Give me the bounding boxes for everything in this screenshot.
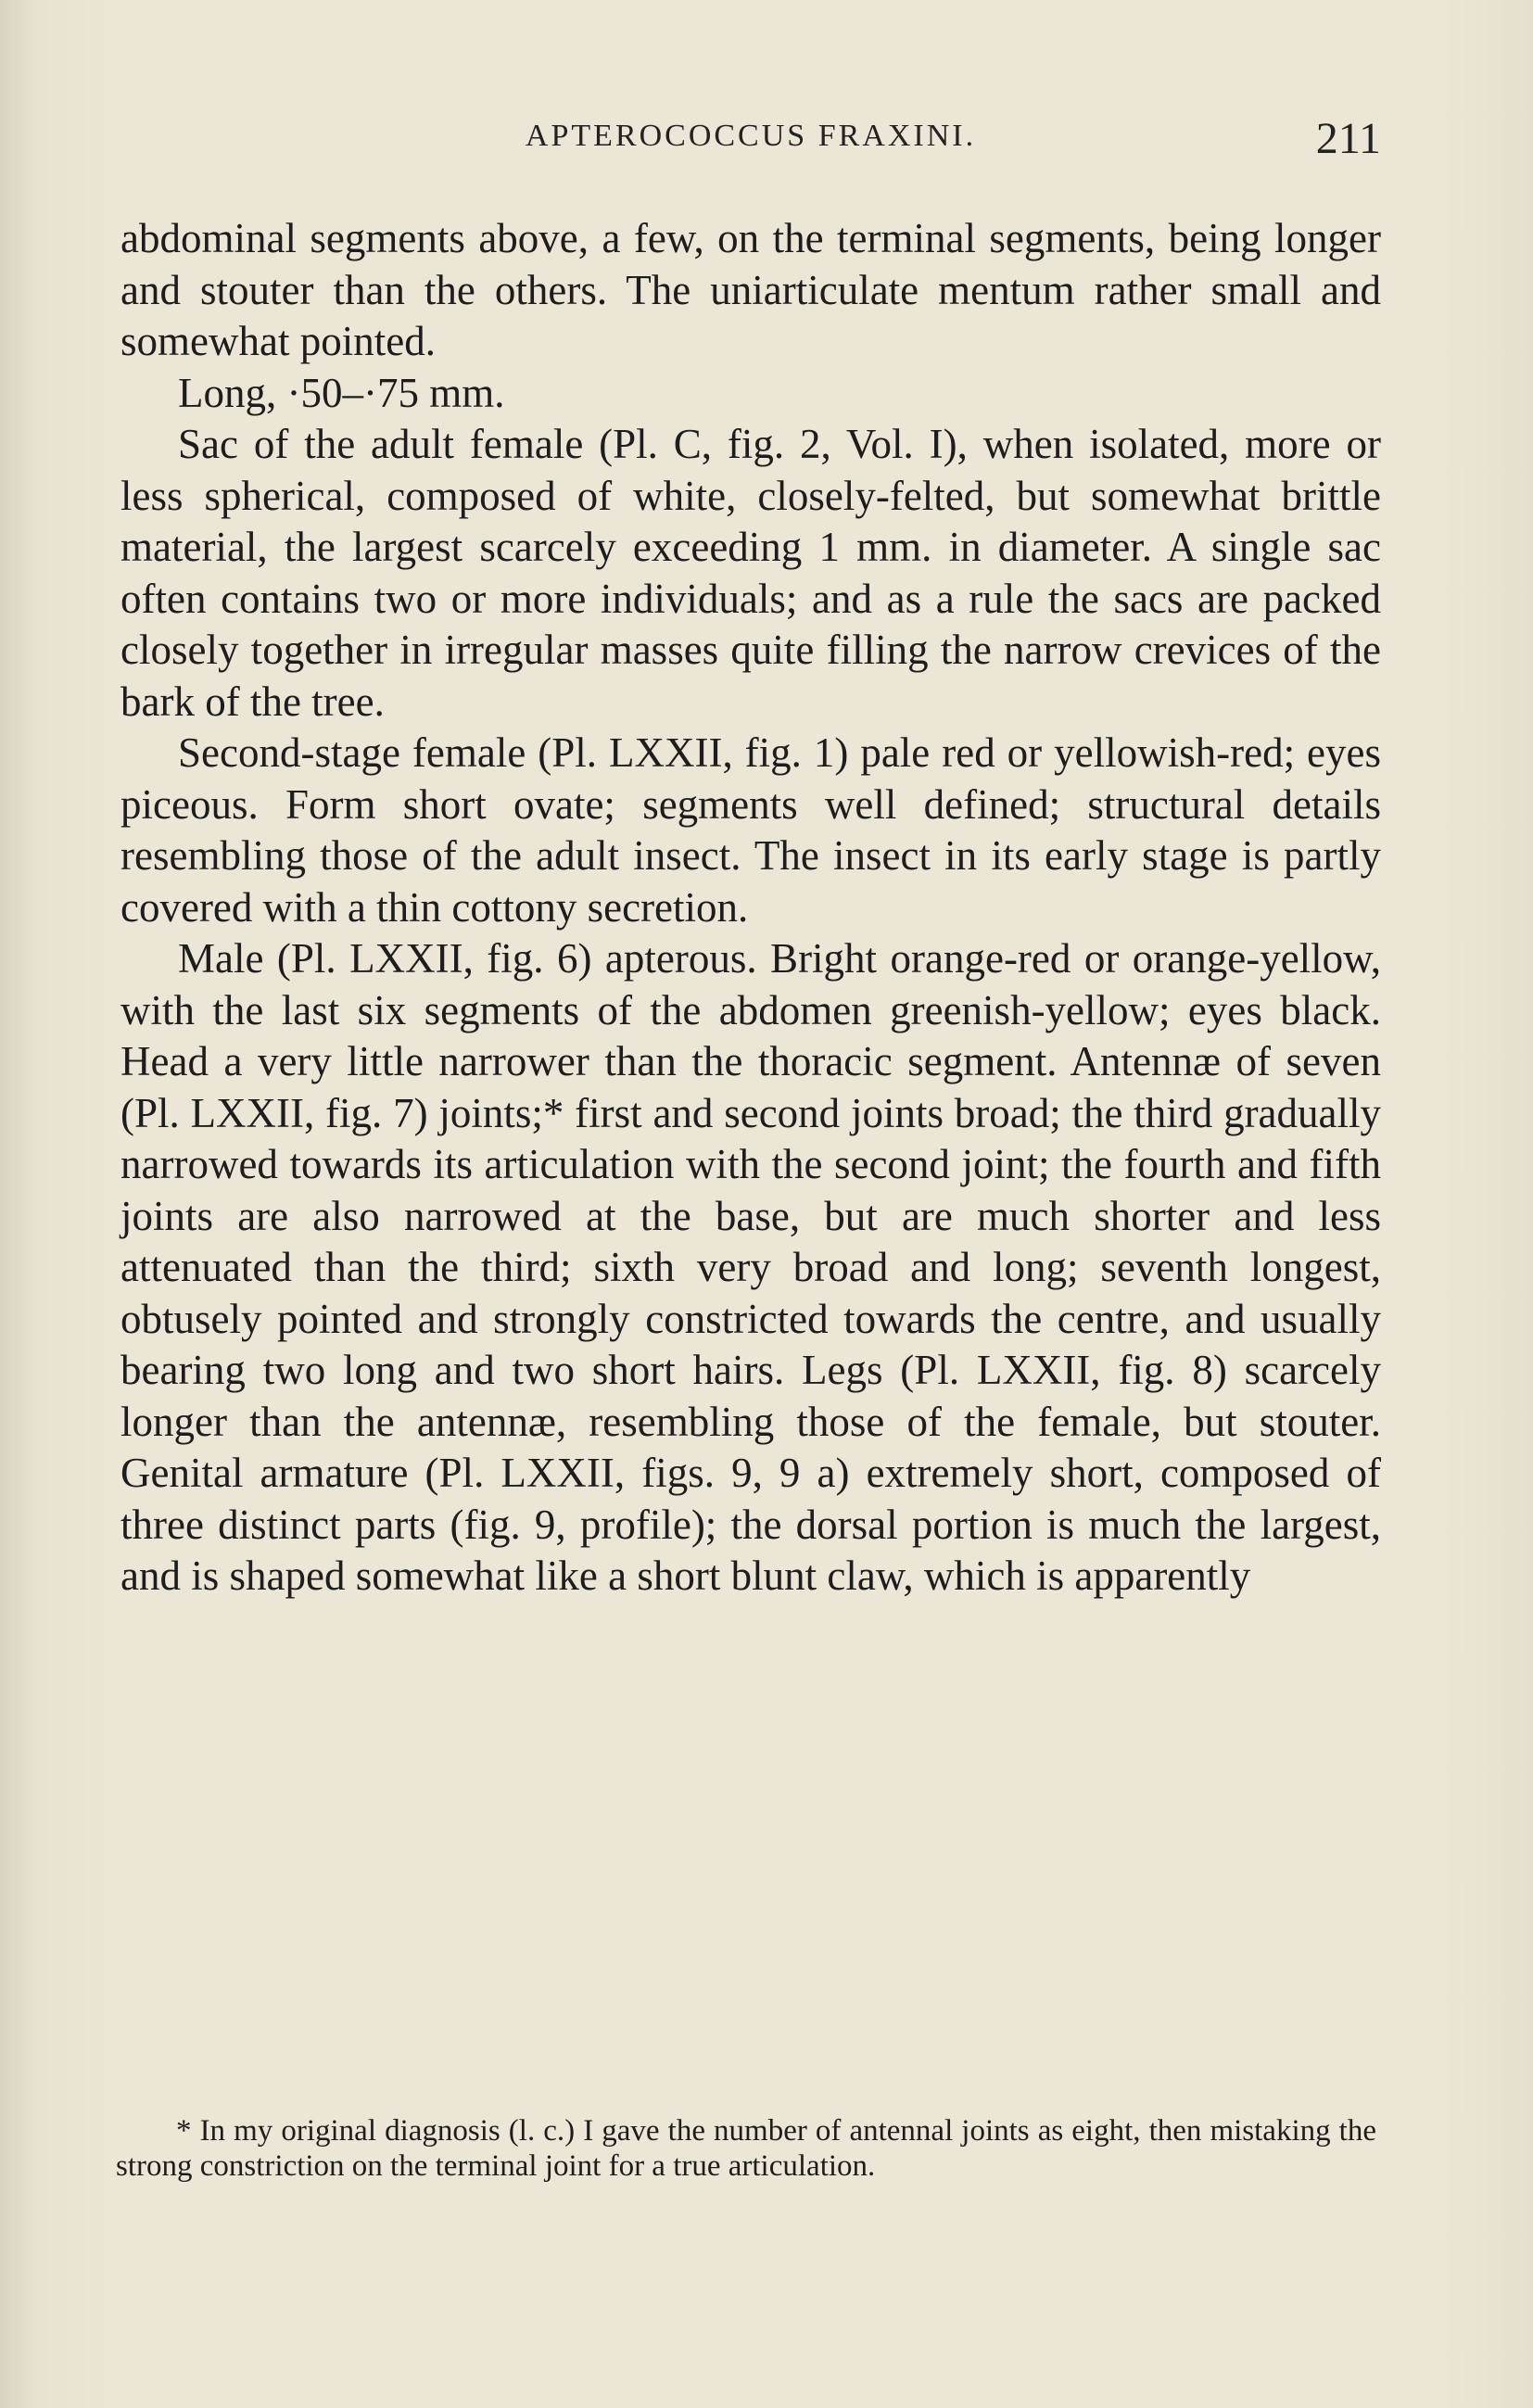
paragraph-1: abdominal segments above, a few, on the terminal segments, being longer and stouter than the others. The uniarticulate mentum rather small and somewhat pointed. — [120, 215, 1381, 364]
running-head: APTEROCOCCUS FRAXINI. — [525, 119, 977, 153]
page-header — [120, 113, 1381, 169]
paragraph-5: Male (Pl. LXXII, fig. 6) apterous. Bright orange-red or orange-yellow, with the last six segments of the abdomen greenish-yellow; eyes black. Head a very little narrower than the thoracic segment. Antennæ of seven (Pl. LXXII, fig. 7) joints;* first and second joints broad; the third gradually narrowed towards its articulation with the second joint; the fourth and fifth joints are also narrowed at the base, but are much shorter and less attenuated than the third; sixth very broad and long; seventh longest, obtusely pointed and strongly constricted towards the centre, and usually bearing two long and two short hairs. Legs (Pl. LXXII, fig. 8) scarcely longer than the antennæ, resembling those of the female, but stouter. Genital armature (Pl. LXXII, figs. 9, 9 a) extremely short, composed of three distinct parts (fig. 9, profile); the dorsal portion is much the largest, and is shaped somewhat like a short blunt claw, which is apparently — [120, 935, 1381, 1599]
paragraph-4: Second-stage female (Pl. LXXII, fig. 1) pale red or yellowish-red; eyes piceous. Form short ovate; segments well defined; structural details resembling those of the adult insect. The insect in its early stage is partly covered with a thin cottony secretion. — [120, 729, 1381, 931]
footnote: * In my original diagnosis (l. c.) I gave the number of antennal joints as eight, then mistaking the strong constriction on the terminal joint for a true articulation. — [116, 2114, 1376, 2183]
body-text — [120, 213, 1381, 1603]
paragraph-3: Sac of the adult female (Pl. C, fig. 2, Vol. I), when isolated, more or less spherical, composed of white, closely-felted, but somewhat brittle material, the largest scarcely exceeding 1 mm. in diameter. A single sac often contains two or more individuals; and as a rule the sacs are packed closely together in irregular masses quite filling the narrow crevices of the bark of the tree. — [120, 421, 1381, 725]
paragraph-2: Long, ·50–·75 mm. — [178, 369, 505, 416]
page-number: 211 — [1315, 114, 1381, 163]
